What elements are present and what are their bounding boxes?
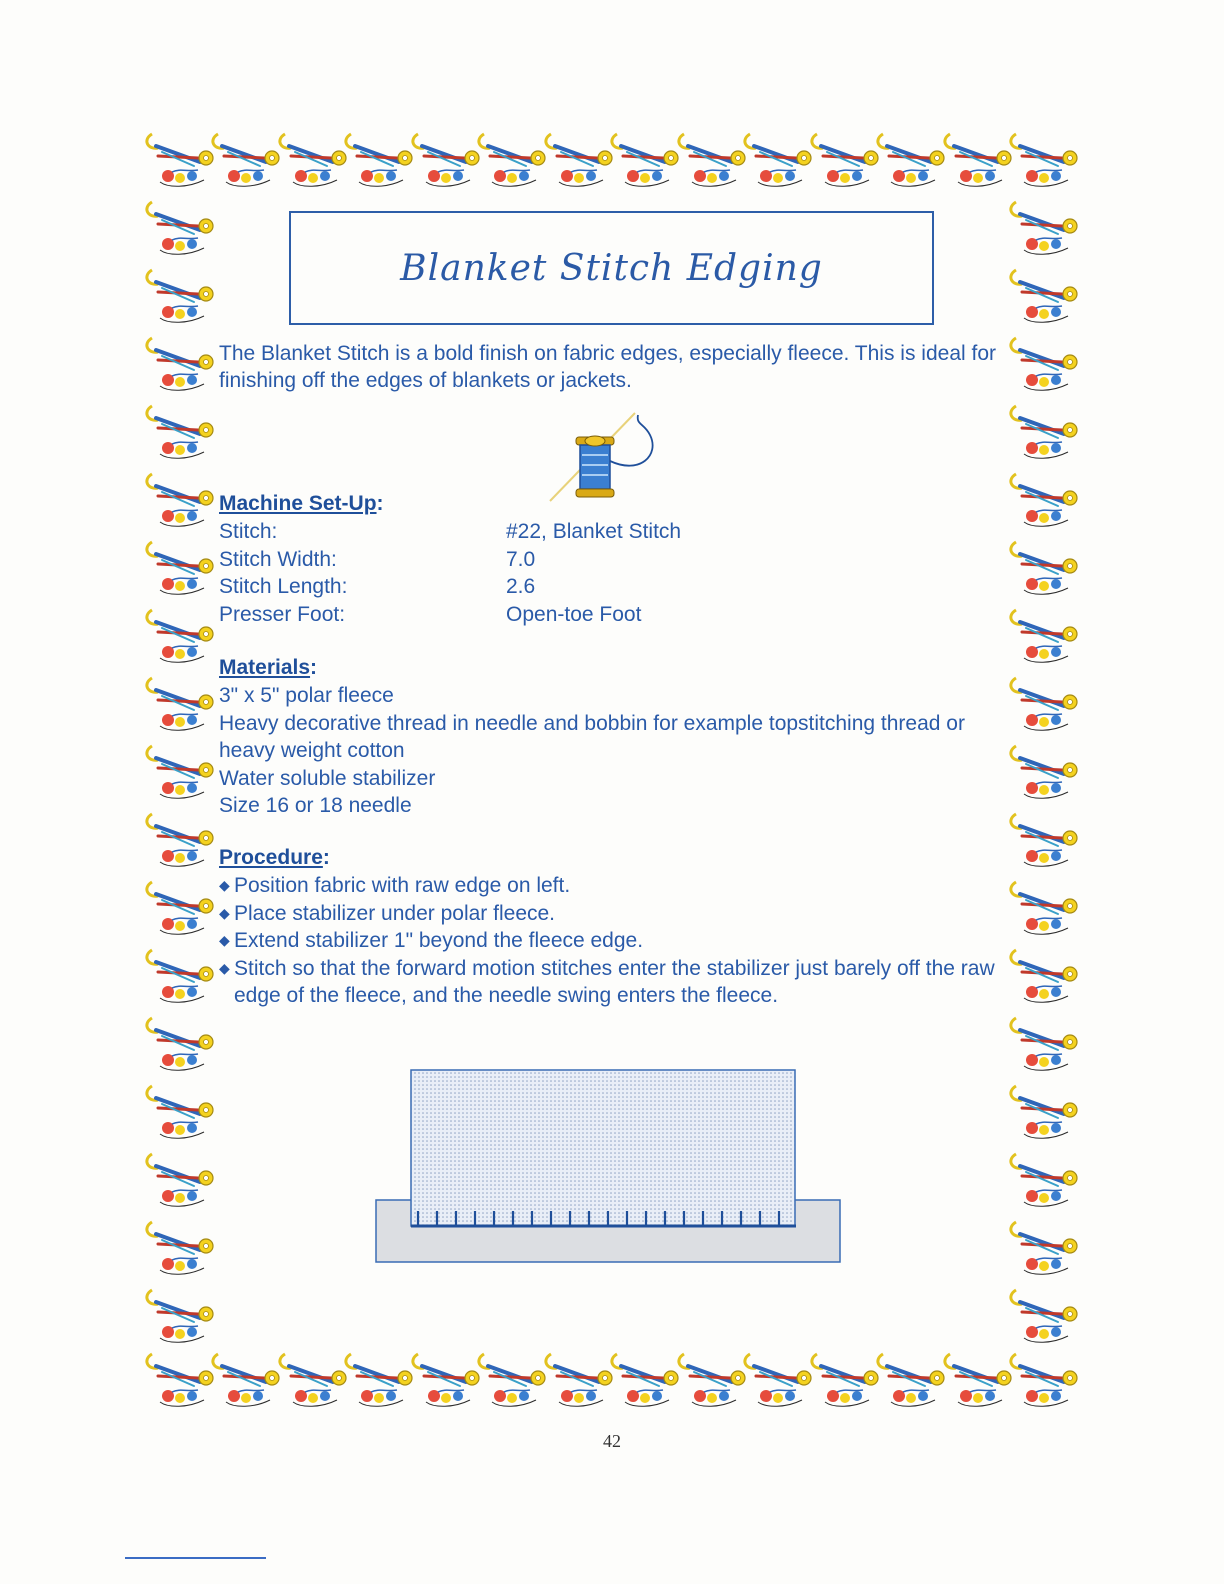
setup-row — [219, 546, 681, 574]
setup-label: Stitch Length: — [219, 575, 348, 598]
footer-rule — [125, 1557, 266, 1559]
page-title: Blanket Stitch Edging — [400, 247, 823, 289]
materials-list — [219, 682, 999, 820]
list-item: Water soluble stabilizer — [219, 766, 436, 790]
setup-label: Stitch Width: — [219, 547, 337, 571]
title-box — [289, 211, 934, 325]
list-item: ◆ Place stabilizer under polar fleece. — [219, 900, 1009, 928]
setup-value: 2.6 — [506, 575, 536, 598]
setup-row — [219, 518, 681, 546]
diamond-bullet-icon: ◆ — [219, 877, 230, 893]
materials-heading: Materials: — [219, 656, 318, 679]
list-item: ◆ Stitch so that the forward motion stitches enter the stabilizer just barely off the raw edge of the fleece, and the needle swing enters the fleece. — [219, 955, 1009, 1010]
blanket-stitch-diagram — [370, 1064, 850, 1274]
diamond-bullet-icon: ◆ — [219, 932, 230, 948]
list-item: 3" x 5" polar fleece — [219, 684, 394, 707]
setup-label: Presser Foot: — [219, 602, 346, 626]
procedure-list — [219, 872, 1009, 1010]
setup-value: #22, Blanket Stitch — [506, 520, 682, 543]
list-item: ◆ Extend stabilizer 1" beyond the fleece edge. — [219, 927, 1009, 955]
setup-value: Open-toe Foot — [506, 602, 642, 626]
diamond-bullet-icon: ◆ — [219, 959, 230, 976]
list-item: Heavy decorative thread in needle and bobbin for example topstitching thread or heavy weight cotton — [219, 711, 965, 762]
setup-value: 7.0 — [506, 547, 536, 571]
thread-spool-needle-icon — [540, 405, 660, 505]
procedure-heading: Procedure: — [219, 846, 330, 869]
setup-row — [219, 573, 681, 601]
setup-table — [219, 518, 681, 628]
intro-paragraph: The Blanket Stitch is a bold finish on fabric edges, especially fleece. This is ideal for finishing off the edges of blankets or jackets. — [219, 342, 997, 392]
setup-label: Stitch: — [219, 520, 278, 543]
page-number: 42 — [603, 1431, 621, 1451]
fleece-shape — [411, 1070, 795, 1226]
setup-heading: Machine Set-Up: — [219, 492, 384, 515]
list-item: ◆ Position fabric with raw edge on left. — [219, 872, 1009, 900]
setup-row — [219, 601, 681, 629]
list-item: Size 16 or 18 needle — [219, 794, 412, 817]
diamond-bullet-icon: ◆ — [219, 904, 230, 921]
